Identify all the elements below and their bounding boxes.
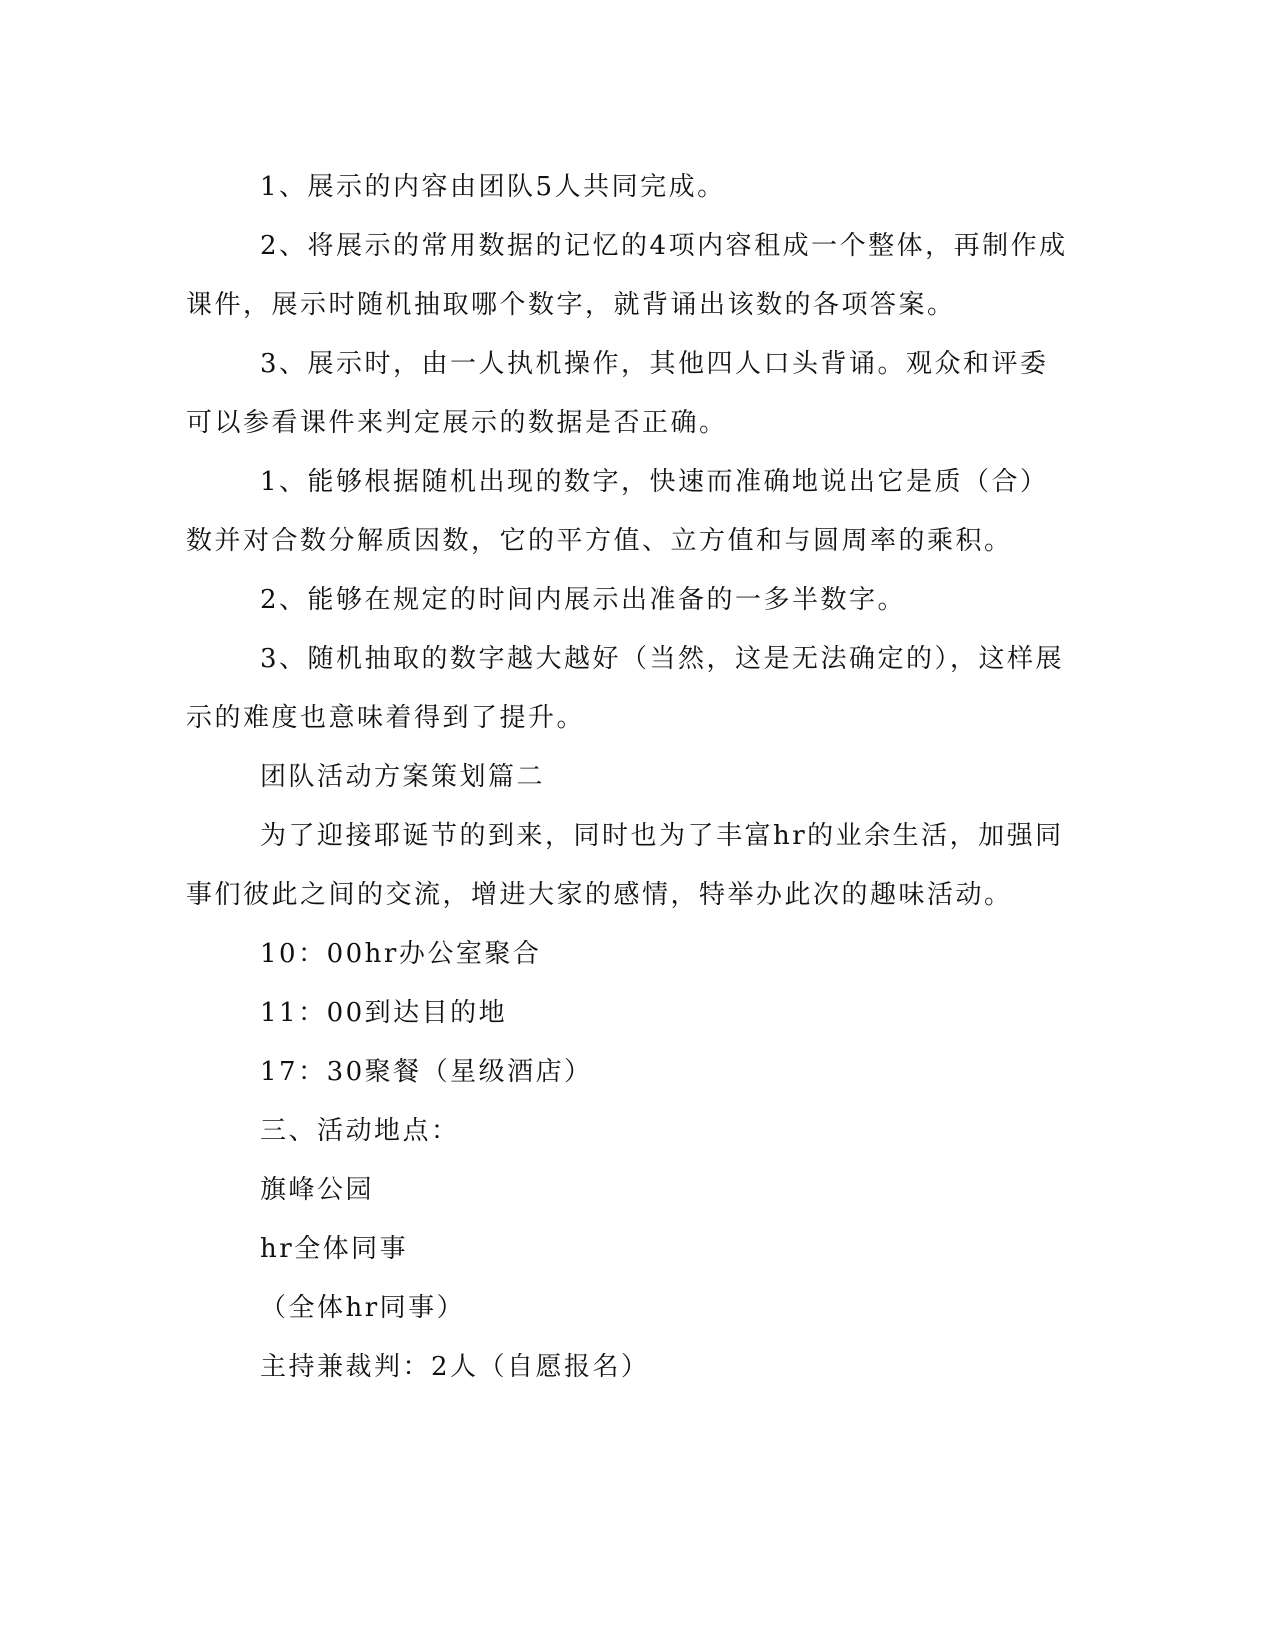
schedule-item-3: 17：30聚餐（星级酒店） — [260, 1057, 593, 1087]
paragraph-intro: 为了迎接耶诞节的到来，同时也为了丰富hr的业余生活，加强同事们彼此之间的交流，增进大家的感情，特举办此次的趣味活动。 — [186, 821, 1064, 910]
host-referee: 主持兼裁判：2人（自愿报名） — [260, 1352, 650, 1382]
participants-note: （全体hr同事） — [260, 1293, 466, 1323]
paragraph-4: 1、能够根据随机出现的数字，快速而准确地说出它是质（合）数并对合数分解质因数，它的平方值、立方值和与圆周率的乘积。 — [186, 467, 1049, 556]
section-heading: 团队活动方案策划篇二 — [260, 762, 546, 792]
participants: hr全体同事 — [260, 1234, 409, 1264]
schedule-item-2: 11：00到达目的地 — [260, 998, 508, 1028]
paragraph-1: 1、展示的内容由团队5人共同完成。 — [260, 172, 726, 202]
paragraph-2: 2、将展示的常用数据的记忆的4项内容租成一个整体，再制作成课件，展示时随机抽取哪个数字，就背诵出该数的各项答案。 — [186, 231, 1068, 320]
paragraph-6: 3、随机抽取的数字越大越好（当然，这是无法确定的），这样展示的难度也意味着得到了提升。 — [186, 644, 1065, 733]
document-body — [186, 158, 1076, 1397]
location-value: 旗峰公园 — [260, 1175, 375, 1205]
location-heading: 三、活动地点： — [260, 1116, 460, 1146]
schedule-item-1: 10：00hr办公室聚合 — [260, 939, 542, 969]
paragraph-5: 2、能够在规定的时间内展示出准备的一多半数字。 — [260, 585, 907, 615]
paragraph-3: 3、展示时，由一人执机操作，其他四人口头背诵。观众和评委可以参看课件来判定展示的数据是否正确。 — [186, 349, 1049, 438]
